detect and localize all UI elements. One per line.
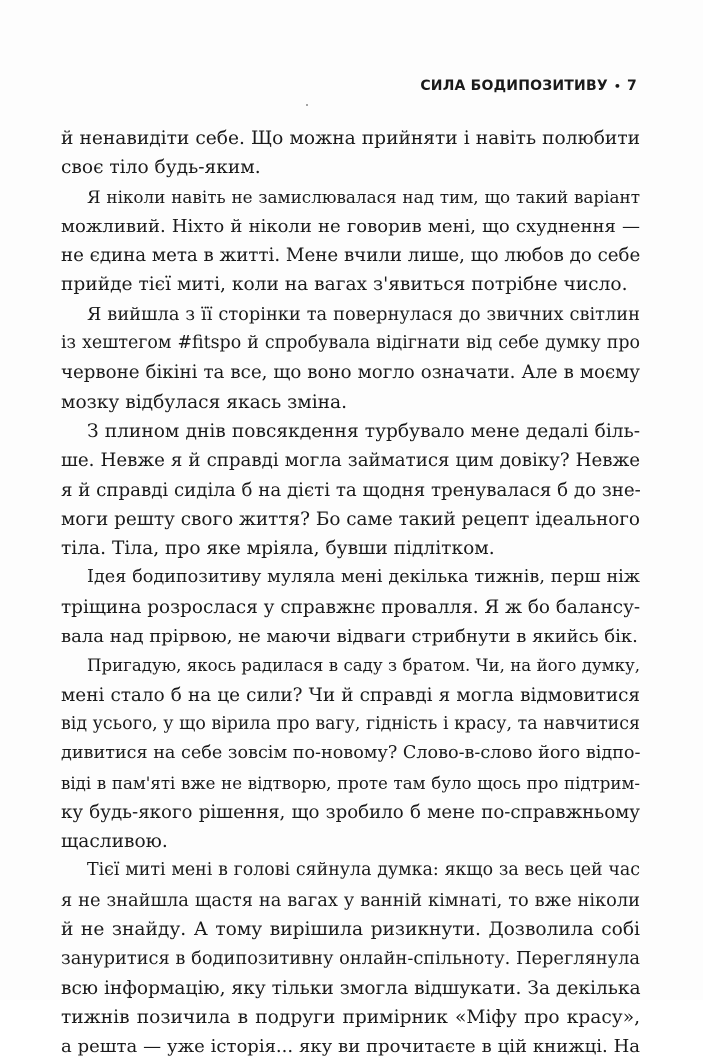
text-line: Я вийшла з її сторінки та повернулася до звичних світлин xyxy=(87,303,640,325)
text-line: Тієї миті мені в голові сяйнула думка: якщо за весь цей час xyxy=(87,860,640,881)
text-line: З плином днів повсякдення турбувало мене дедалі біль- xyxy=(87,420,640,442)
text-line: щасливою. xyxy=(61,831,168,853)
text-line: ку будь-якого рішення, що зробило б мене по-справжньому xyxy=(61,801,640,823)
text-line: дивитися на себе зовсім по-новому? Слово-в-слово його відпо- xyxy=(61,743,641,764)
text-line: мені стало б на це сили? Чи й справді я могла відмовитися xyxy=(61,684,640,706)
text-line: мозку відбулася якась зміна. xyxy=(61,391,348,413)
text-line: й ненавидіти себе. Що можна прийняти і навіть полюбити xyxy=(61,128,640,149)
text-line: моги решту свого життя? Бо саме такий рецепт ідеального xyxy=(61,508,640,530)
text-line: я й справді сиділа б на дієті та щодня тренувалася б до зне- xyxy=(61,479,641,501)
text-line: тіла. Тіла, про яке мріяла, бувши підлітком. xyxy=(61,538,495,560)
text-line: й не знайду. А тому вирішила ризикнути. Дозволила собі xyxy=(61,919,640,941)
print-speck xyxy=(306,104,308,106)
text-line: тріщина розрослася у справжнє провалля. Я ж бо балансу- xyxy=(61,596,641,618)
text-line: можливий. Ніхто й ніколи не говорив мені, що схуднення — xyxy=(61,215,640,237)
text-line: від усього, у що вірила про вагу, гідність і красу, та навчитися xyxy=(61,713,640,734)
text-line: Пригадую, якось радилася в саду з братом. Чи, на його думку, xyxy=(87,656,640,676)
page-number: 7 xyxy=(627,78,637,94)
body-text xyxy=(61,124,640,1062)
running-title: СИЛА БОДИПОЗИТИВУ xyxy=(420,78,608,94)
text-line: віді в пам'яті вже не відтворю, проте там було щось про підтрим- xyxy=(61,773,640,793)
text-line: а решта — уже історія... яку ви прочитаєте в цій книжці. На xyxy=(61,1036,640,1058)
text-line: із хештегом #fitspo й спробувала відігнати від себе думку про xyxy=(61,333,640,354)
text-line: своє тіло будь-яким. xyxy=(61,157,261,179)
text-line: ше. Невже я й справді могла займатися цим довіку? Невже xyxy=(61,450,640,472)
text-line: Я ніколи навіть не замислювалася над тим, що такий варіант xyxy=(87,186,640,207)
text-line: тижнів позичила в подруги примірник «Міфу про красу», xyxy=(61,1006,640,1028)
text-line: червоне бікіні та все, що воно могло означати. Але в моєму xyxy=(61,362,640,384)
text-line: всю інформацію, яку тільки змогла відшукати. За декілька xyxy=(61,977,641,999)
text-line: не єдина мета в житті. Мене вчили лише, що любов до себе xyxy=(61,245,641,267)
running-header xyxy=(420,78,637,94)
text-line: вала над прірвою, не маючи відваги стрибнути в якийсь бік. xyxy=(61,626,638,648)
text-line: прийде тієї миті, коли на вагах з'явиться потрібне число. xyxy=(61,274,628,296)
text-line: я не знайшла щастя на вагах у ванній кімнаті, то вже ніколи xyxy=(61,889,640,911)
header-separator: • xyxy=(613,80,622,93)
text-line: зануритися в бодипозитивну онлайн-спільноту. Переглянула xyxy=(61,948,640,970)
text-line: Ідея бодипозитиву муляла мені декілька тижнів, перш ніж xyxy=(87,567,640,588)
